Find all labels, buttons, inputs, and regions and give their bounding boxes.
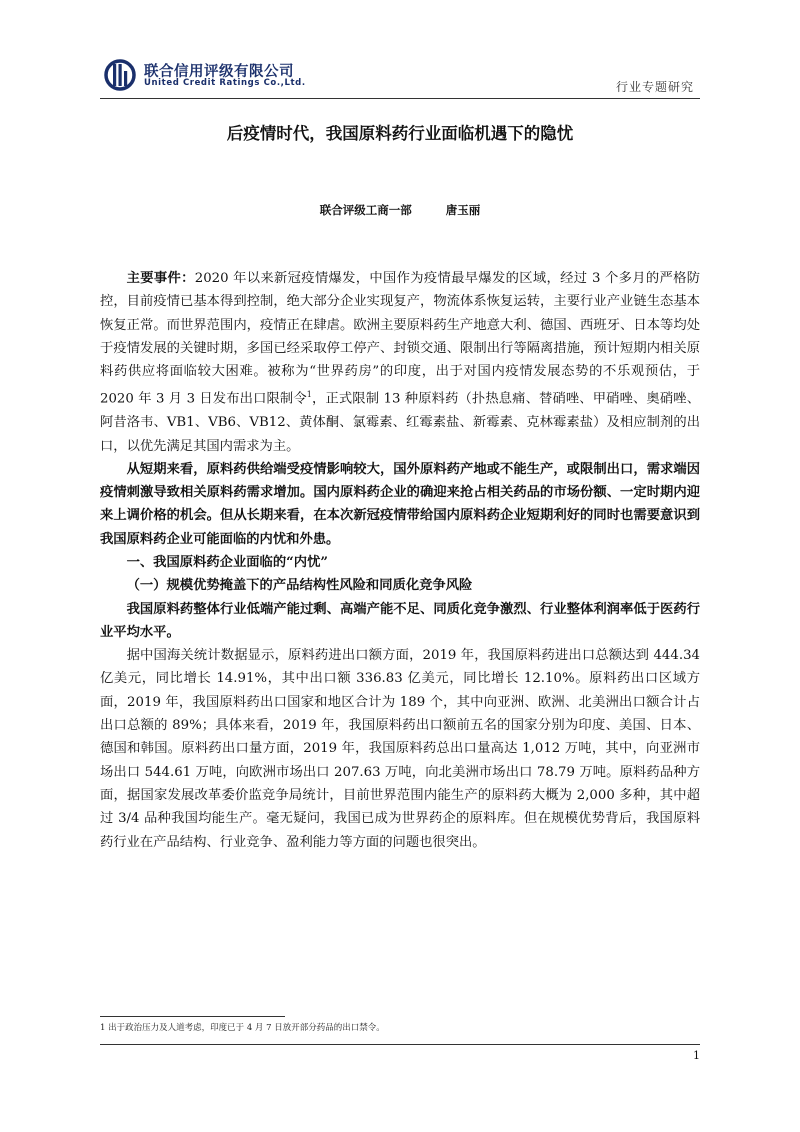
page-number: 1 (693, 1049, 700, 1062)
paragraph-summary: 从短期来看，原料药供给端受疫情影响较大，国外原料药产地或不能生产，或限制出口，需求端因疫情刺激导致相关原料药需求增加。国内原料药企业的确迎来抢占相关药品的市场份额、一定时期内迎来上调价格的机会。但从长期来看，在本次新冠疫情带给国内原料药企业短期利好的同时也需要意识到我国原料药企业可能面临的内忧和外患。 (100, 461, 700, 547)
company-name-cn: 联合信用评级有限公司 (144, 64, 294, 80)
byline-department: 联合评级工商一部 (319, 203, 412, 217)
main-event-text-a: 2020 年以来新冠疫情爆发，中国作为疫情最早爆发的区域，经过 3 个多月的严格防控，目前疫情已基本得到控制，绝大部分企业实现复产，物流体系恢复运转，主要行业产业链生态基本恢复正常。而世界范围内，疫情正在肆虐。欧洲主要原料药生产地意大利、德国、西班牙、日本等均处于疫情发展的关键时期，多国已经采取停工停产、封锁交通、限制出行等隔离措施，预计短期内相关原料药供应将面临较大困难。被称为“世界药房”的印度，出于对国内疫情发展态势的不乐观预估，于 2020 年 3 月 3 日发布出口限制令 (100, 271, 701, 407)
footnote-divider (100, 1016, 285, 1017)
footnote: 1 出于政治压力及人道考虑，印度已于 4 月 7 日放开部分药品的出口禁令。 (100, 1023, 385, 1033)
document-title: 后疫情时代，我国原料药行业面临机遇下的隐忧 (226, 124, 574, 143)
footnote-ref: 1 (306, 390, 312, 400)
subsection-heading-1: （一）规模优势掩盖下的产品结构性风险和同质化竞争风险 (126, 578, 473, 594)
document-body (100, 267, 700, 854)
report-category: 行业专题研究 (615, 80, 694, 94)
page-header (100, 56, 700, 100)
company-name-en: United Credit Ratings Co.,Ltd. (144, 78, 306, 88)
main-event-text-b: ，正式限制 13 种原料药（扑热息痛、替硝唑、甲硝唑、奥硝唑、阿昔洛韦、VB1、VB6、VB12、黄体酮、氯霉素、红霉素盐、新霉素、克林霉素盐）及相应制剂的出口，以优先满足其国内需求为主。 (100, 391, 700, 454)
header-divider (100, 98, 700, 99)
footer-divider (100, 1044, 700, 1045)
paragraph-main-event (100, 267, 700, 458)
paragraph-statistics: 据中国海关统计数据显示，原料药进出口额方面，2019 年，我国原料药进出口总额达到 444.34 亿美元，同比增长 14.91%，其中出口额 336.83 亿美元，同比增长 12.10%。原料药出口区域方面，2019 年，我国原料药出口国家和地区合计为 189 个，其中向亚洲、欧洲、北美洲出口额合计占出口总额的 89%；具体来看，2019 年，我国原料药出口额前五名的国家分别为印度、美国、日本、德国和韩国。原料药出口量方面，2019 年，我国原料药总出口量高达 1,012 万吨，其中，向亚洲市场出口 544.61 万吨，向欧洲市场出口 207.63 万吨，向北美洲市场出口 78.79 万吨。原料药品种方面，据国家发展改革委价监竞争局统计，目前世界范围内能生产的原料药大概为 2,000 多种，其中超过 3/4 品种我国均能生产。毫无疑问，我国已成为世界药企的原料库。但在规模优势背后，我国原料药行业在产品结构、行业竞争、盈利能力等方面的问题也很突出。 (100, 648, 700, 850)
section-heading-1: 一、我国原料药企业面临的“内忧” (126, 554, 329, 570)
byline (100, 202, 700, 218)
company-logo-icon (102, 58, 138, 92)
paragraph-key-point: 我国原料药整体行业低端产能过剩、高端产能不足、同质化竞争激烈、行业整体利润率低于医药行业平均水平。 (100, 601, 700, 640)
main-event-label: 主要事件： (126, 271, 195, 286)
byline-author: 唐玉丽 (445, 203, 481, 217)
